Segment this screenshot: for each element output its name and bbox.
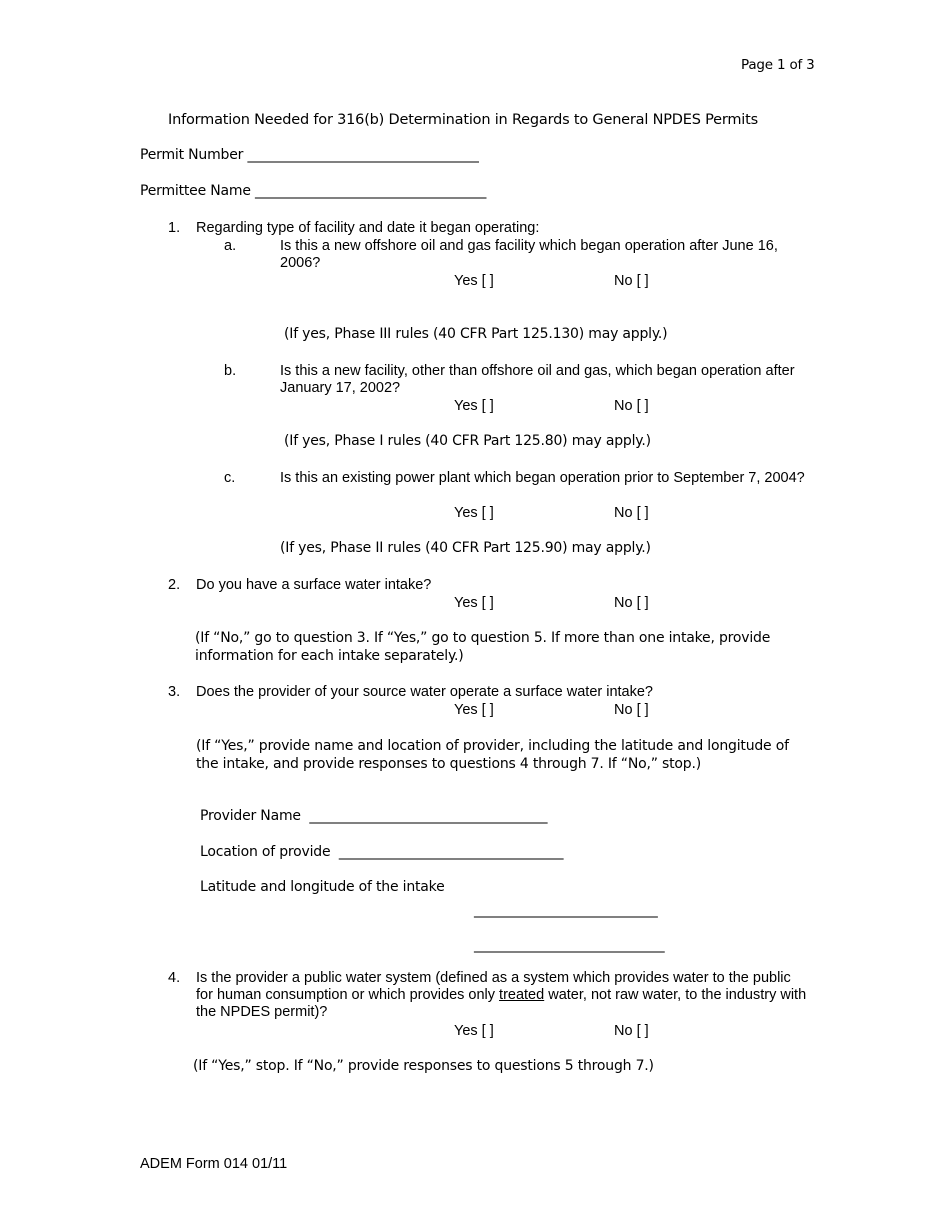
q1-number: 1. — [168, 220, 181, 236]
q2-text: Do you have a surface water intake? — [196, 577, 432, 593]
q1a-note: (If yes, Phase III rules (40 CFR Part 125.130) may apply.) — [284, 326, 668, 342]
provider-location-label: Location of provide — [200, 844, 331, 860]
q1a-letter: a. — [224, 238, 237, 254]
permittee-name-row — [140, 183, 486, 199]
longitude-field[interactable]: ____________________________ — [474, 937, 665, 953]
q3-note: (If “Yes,” provide name and location of provider, including the latitude and longitude of the intake, and provide responses to questions 4 through 7. If “No,” stop.) — [196, 738, 789, 772]
provider-name-row — [200, 808, 547, 824]
provider-name-label: Provider Name — [200, 808, 301, 824]
q4-no-checkbox[interactable]: No [ ] — [614, 1023, 649, 1039]
q1b-note: (If yes, Phase I rules (40 CFR Part 125.80) may apply.) — [284, 433, 651, 449]
q2-number: 2. — [168, 577, 181, 593]
latlong-label: Latitude and longitude of the intake — [200, 879, 445, 895]
q3-text: Does the provider of your source water operate a surface water intake? — [196, 684, 653, 700]
q1c-text: Is this an existing power plant which began operation prior to September 7, 2004? — [280, 470, 805, 486]
q1b-letter: b. — [224, 363, 237, 379]
permittee-name-label: Permittee Name — [140, 183, 251, 199]
page-title: Information Needed for 316(b) Determination in Regards to General NPDES Permits — [168, 112, 758, 128]
q1b-yes-checkbox[interactable]: Yes [ ] — [454, 398, 494, 414]
q2-no-checkbox[interactable]: No [ ] — [614, 595, 649, 611]
provider-location-field[interactable]: _________________________________ — [338, 844, 564, 860]
q4-treated-emphasis: treated — [499, 987, 545, 1003]
q1c-yes-checkbox[interactable]: Yes [ ] — [454, 505, 494, 521]
permit-number-row — [140, 147, 479, 163]
form-footer: ADEM Form 014 01/11 — [140, 1156, 288, 1172]
provider-location-row — [200, 844, 563, 860]
q4-text-part1: Is the provider a public water system (defined as a system which provides water to the public for human consumption or which provides only — [196, 970, 791, 1003]
latitude-field[interactable]: ___________________________ — [474, 902, 658, 918]
q1c-no-checkbox[interactable]: No [ ] — [614, 505, 649, 521]
q1a-yes-checkbox[interactable]: Yes [ ] — [454, 273, 494, 289]
q3-number: 3. — [168, 684, 181, 700]
q1c-note: (If yes, Phase II rules (40 CFR Part 125.90) may apply.) — [280, 540, 651, 556]
q2-yes-checkbox[interactable]: Yes [ ] — [454, 595, 494, 611]
permit-number-label: Permit Number — [140, 147, 244, 163]
q3-no-checkbox[interactable]: No [ ] — [614, 702, 649, 718]
q4-yes-checkbox[interactable]: Yes [ ] — [454, 1023, 494, 1039]
q4-text-part2: water, not raw water, to the industry with the NPDES permit)? — [196, 987, 807, 1020]
permit-number-field[interactable]: __________________________________ — [247, 147, 479, 163]
q1b-no-checkbox[interactable]: No [ ] — [614, 398, 649, 414]
q1a-no-checkbox[interactable]: No [ ] — [614, 273, 649, 289]
q2-note: (If “No,” go to question 3. If “Yes,” go to question 5. If more than one intake, provide information for each intake separately.) — [195, 630, 771, 664]
q1-text: Regarding type of facility and date it began operating: — [196, 220, 540, 236]
q3-yes-checkbox[interactable]: Yes [ ] — [454, 702, 494, 718]
q4-note: (If “Yes,” stop. If “No,” provide responses to questions 5 through 7.) — [193, 1058, 654, 1074]
q1b-text: Is this a new facility, other than offshore oil and gas, which began operation after January 17, 2002? — [280, 363, 795, 396]
provider-name-field[interactable]: ___________________________________ — [309, 808, 548, 824]
q1c-letter: c. — [224, 470, 236, 486]
page-number: Page 1 of 3 — [741, 57, 815, 73]
q1a-text: Is this a new offshore oil and gas facility which began operation after June 16, 2006? — [280, 238, 778, 271]
q4-number: 4. — [168, 970, 181, 986]
permittee-name-field[interactable]: __________________________________ — [255, 183, 487, 199]
q4-text — [196, 970, 808, 1021]
